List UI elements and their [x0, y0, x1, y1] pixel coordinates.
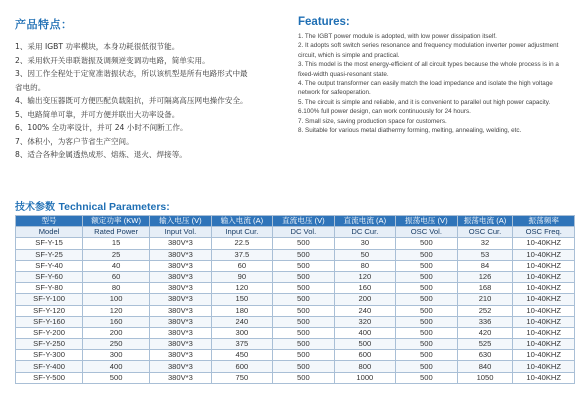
- table-row: [16, 260, 575, 271]
- table-row: [16, 327, 575, 338]
- table-cell: 200: [83, 327, 150, 338]
- features-en-item: 2. It adopts soft switch series resonance and frequency modulation inverter power adjustment circuit, which is simple and practical.: [298, 42, 559, 59]
- table-row: [16, 361, 575, 372]
- table-cell: 500: [396, 260, 457, 271]
- table-row: [16, 316, 575, 327]
- table-cell: 500: [396, 339, 457, 350]
- table-row: [16, 305, 575, 316]
- features-en-section: [298, 16, 570, 135]
- table-cell: 240: [334, 305, 395, 316]
- table-row: [16, 339, 575, 350]
- table-cell: 10-40KHZ: [513, 305, 575, 316]
- table-cell: 53: [457, 249, 513, 260]
- table-cell: 10-40KHZ: [513, 350, 575, 361]
- table-cell: SF-Y-160: [16, 316, 83, 327]
- table-cell: 500: [334, 339, 395, 350]
- features-cn-item: 2、采用软开关串联谐振及调频逆变调功电路，简单实用。: [15, 55, 210, 65]
- table-row: [16, 372, 575, 383]
- table-cell: 90: [211, 271, 272, 282]
- table-cell: 800: [334, 361, 395, 372]
- table-cell: 500: [273, 271, 334, 282]
- table-cell: SF-Y-80: [16, 283, 83, 294]
- table-cell: 500: [396, 249, 457, 260]
- spec-header-en-cell: Model: [16, 227, 83, 238]
- table-cell: 10-40KHZ: [513, 294, 575, 305]
- spec-header-en-cell: Rated Power: [83, 227, 150, 238]
- table-cell: 25: [83, 249, 150, 260]
- spec-header-cn-cell: 输入电流 (A): [211, 216, 272, 227]
- table-cell: 120: [334, 271, 395, 282]
- table-cell: 380V*3: [150, 305, 211, 316]
- table-cell: 380V*3: [150, 339, 211, 350]
- table-cell: 1000: [334, 372, 395, 383]
- spec-header-en-cell: OSC Cur.: [457, 227, 513, 238]
- features-en-item: 4. The output transformer can easily match the load impedance and isolate the high voltage network for safeoperation.: [298, 80, 553, 97]
- table-cell: 300: [83, 350, 150, 361]
- table-row: [16, 249, 575, 260]
- table-cell: 380V*3: [150, 372, 211, 383]
- table-cell: 500: [396, 294, 457, 305]
- table-cell: 200: [334, 294, 395, 305]
- table-cell: 500: [273, 249, 334, 260]
- table-cell: 40: [83, 260, 150, 271]
- features-cn-item: 8、适合各种金属透热成形、熔炼、退火、焊接等。: [15, 150, 187, 159]
- table-cell: 380V*3: [150, 327, 211, 338]
- table-cell: SF-Y-250: [16, 339, 83, 350]
- table-cell: 500: [273, 316, 334, 327]
- table-cell: SF-Y-60: [16, 271, 83, 282]
- table-cell: SF-Y-500: [16, 372, 83, 383]
- table-cell: 500: [273, 260, 334, 271]
- table-cell: 500: [273, 305, 334, 316]
- table-cell: 160: [334, 283, 395, 294]
- table-cell: 380V*3: [150, 260, 211, 271]
- spec-header-en-cell: DC Vol.: [273, 227, 334, 238]
- table-cell: 250: [83, 339, 150, 350]
- table-cell: 180: [211, 305, 272, 316]
- table-cell: 600: [334, 350, 395, 361]
- table-cell: 500: [396, 350, 457, 361]
- table-cell: 80: [83, 283, 150, 294]
- spec-header-cn-cell: 额定功率 (KW): [83, 216, 150, 227]
- table-cell: 80: [334, 260, 395, 271]
- features-cn-list: [15, 40, 283, 162]
- table-cell: 10-40KHZ: [513, 238, 575, 249]
- features-cn-item: 4、输出变压器既可方便匹配负载阻抗，并可隔离高压网电操作安全。: [15, 96, 248, 105]
- spec-header-cn-cell: 振荡电压 (V): [396, 216, 457, 227]
- table-cell: 10-40KHZ: [513, 283, 575, 294]
- features-en-item: 6.100% full power design, can work continuously for 24 hours.: [298, 108, 471, 116]
- table-cell: 22.5: [211, 238, 272, 249]
- table-cell: 525: [457, 339, 513, 350]
- table-cell: 1050: [457, 372, 513, 383]
- spec-table: [15, 215, 575, 384]
- table-cell: 380V*3: [150, 294, 211, 305]
- features-en-item: 1. The IGBT power module is adopted, with low power dissipation itself.: [298, 33, 497, 40]
- spec-header-en-cell: Input Cur.: [211, 227, 272, 238]
- spec-title-cn: 技术参数: [15, 202, 55, 213]
- table-cell: SF-Y-25: [16, 249, 83, 260]
- table-cell: SF-Y-120: [16, 305, 83, 316]
- features-en-item: 3. This model is the most energy-efficient of all circuit types because the whole process is in a fixed-width quasi-resonant state.: [298, 61, 559, 78]
- table-cell: SF-Y-200: [16, 327, 83, 338]
- table-cell: 150: [211, 294, 272, 305]
- table-cell: 210: [457, 294, 513, 305]
- features-en-list: [298, 32, 570, 135]
- table-cell: 840: [457, 361, 513, 372]
- features-en-item: 7. Small size, saving production space for customers.: [298, 117, 447, 125]
- table-cell: 500: [273, 361, 334, 372]
- spec-header-en-row: [16, 227, 575, 238]
- table-cell: 400: [334, 327, 395, 338]
- table-cell: 10-40KHZ: [513, 327, 575, 338]
- table-cell: 380V*3: [150, 249, 211, 260]
- table-cell: 10-40KHZ: [513, 271, 575, 282]
- table-cell: 400: [83, 361, 150, 372]
- table-row: [16, 271, 575, 282]
- table-cell: 37.5: [211, 249, 272, 260]
- table-cell: 500: [273, 294, 334, 305]
- spec-header-cn-row: [16, 216, 575, 227]
- table-row: [16, 283, 575, 294]
- spec-header-cn-cell: 振荡电流 (A): [457, 216, 513, 227]
- features-cn-item: 3、因工作全程处于定宽准谐振状态，所以该机型是所有电路形式中最: [15, 69, 248, 78]
- table-cell: 450: [211, 350, 272, 361]
- spec-title-en: Technical Parameters:: [58, 201, 170, 213]
- features-cn-item: 1、采用 IGBT 功率模块，本身功耗很低很节能。: [15, 42, 180, 51]
- spec-header-en-cell: OSC Freq.: [513, 227, 575, 238]
- table-cell: 60: [83, 271, 150, 282]
- features-cn-item: 6、100% 全功率设计，并可 24 小时不间断工作。: [15, 123, 188, 132]
- spec-title: [15, 198, 170, 213]
- table-row: [16, 294, 575, 305]
- features-cn-title: 产品特点：: [15, 18, 73, 31]
- table-cell: 100: [83, 294, 150, 305]
- table-cell: SF-Y-40: [16, 260, 83, 271]
- table-cell: 50: [334, 249, 395, 260]
- table-cell: 10-40KHZ: [513, 372, 575, 383]
- table-cell: 380V*3: [150, 271, 211, 282]
- table-cell: 10-40KHZ: [513, 316, 575, 327]
- table-cell: 10-40KHZ: [513, 361, 575, 372]
- table-cell: 10-40KHZ: [513, 339, 575, 350]
- table-cell: 750: [211, 372, 272, 383]
- table-cell: 500: [396, 372, 457, 383]
- table-cell: 160: [83, 316, 150, 327]
- table-cell: 120: [211, 283, 272, 294]
- table-cell: 500: [396, 316, 457, 327]
- table-cell: 380V*3: [150, 238, 211, 249]
- features-cn-section: [15, 16, 283, 162]
- features-en-item: 5. The circuit is simple and reliable, and it is convenient to parallel out high power capacity.: [298, 98, 551, 106]
- table-row: [16, 350, 575, 361]
- table-cell: 126: [457, 271, 513, 282]
- table-cell: 500: [273, 327, 334, 338]
- table-cell: 420: [457, 327, 513, 338]
- table-cell: 500: [396, 327, 457, 338]
- table-cell: 500: [83, 372, 150, 383]
- spec-table-body: [16, 238, 575, 383]
- table-cell: 10-40KHZ: [513, 260, 575, 271]
- spec-header-en-cell: Input Vol.: [150, 227, 211, 238]
- table-cell: 500: [396, 283, 457, 294]
- features-en-title: Features:: [298, 16, 350, 28]
- table-cell: 500: [273, 339, 334, 350]
- table-cell: 120: [83, 305, 150, 316]
- spec-header-en-cell: DC Cur.: [334, 227, 395, 238]
- table-cell: 500: [273, 372, 334, 383]
- table-cell: SF-Y-15: [16, 238, 83, 249]
- features-en-item: 8. Suitable for various metal diathermy forming, melting, annealing, welding, etc.: [298, 127, 522, 135]
- table-cell: 84: [457, 260, 513, 271]
- spec-header-cn-cell: 型号: [16, 216, 83, 227]
- table-cell: 500: [396, 361, 457, 372]
- features-cn-item: 省电的。: [15, 82, 46, 92]
- table-cell: 630: [457, 350, 513, 361]
- table-cell: 500: [273, 350, 334, 361]
- spec-header-en-cell: OSC Vol.: [396, 227, 457, 238]
- spec-header-cn-cell: 输入电压 (V): [150, 216, 211, 227]
- table-cell: 240: [211, 316, 272, 327]
- table-cell: 30: [334, 238, 395, 249]
- features-cn-item: 5、电路简单可靠，并可方便并联出大功率设备。: [15, 109, 180, 119]
- table-cell: SF-Y-100: [16, 294, 83, 305]
- table-cell: 500: [396, 238, 457, 249]
- table-cell: 380V*3: [150, 350, 211, 361]
- table-cell: 380V*3: [150, 283, 211, 294]
- table-cell: 500: [273, 283, 334, 294]
- table-cell: 380V*3: [150, 361, 211, 372]
- spec-header-cn-cell: 直流电压 (V): [273, 216, 334, 227]
- table-cell: 500: [396, 305, 457, 316]
- table-cell: 252: [457, 305, 513, 316]
- table-cell: SF-Y-300: [16, 350, 83, 361]
- table-cell: 320: [334, 316, 395, 327]
- table-cell: 60: [211, 260, 272, 271]
- table-cell: 375: [211, 339, 272, 350]
- table-cell: 500: [396, 271, 457, 282]
- table-cell: 15: [83, 238, 150, 249]
- spec-header-cn-cell: 振荡频率: [513, 216, 575, 227]
- table-cell: 300: [211, 327, 272, 338]
- spec-header-cn-cell: 直流电流 (A): [334, 216, 395, 227]
- table-row: [16, 238, 575, 249]
- table-cell: 600: [211, 361, 272, 372]
- table-cell: 10-40KHZ: [513, 249, 575, 260]
- table-cell: SF-Y-400: [16, 361, 83, 372]
- table-cell: 380V*3: [150, 316, 211, 327]
- table-cell: 32: [457, 238, 513, 249]
- table-cell: 336: [457, 316, 513, 327]
- features-cn-item: 7、体积小，为客户节省生产空间。: [15, 136, 134, 146]
- table-cell: 500: [273, 238, 334, 249]
- table-cell: 168: [457, 283, 513, 294]
